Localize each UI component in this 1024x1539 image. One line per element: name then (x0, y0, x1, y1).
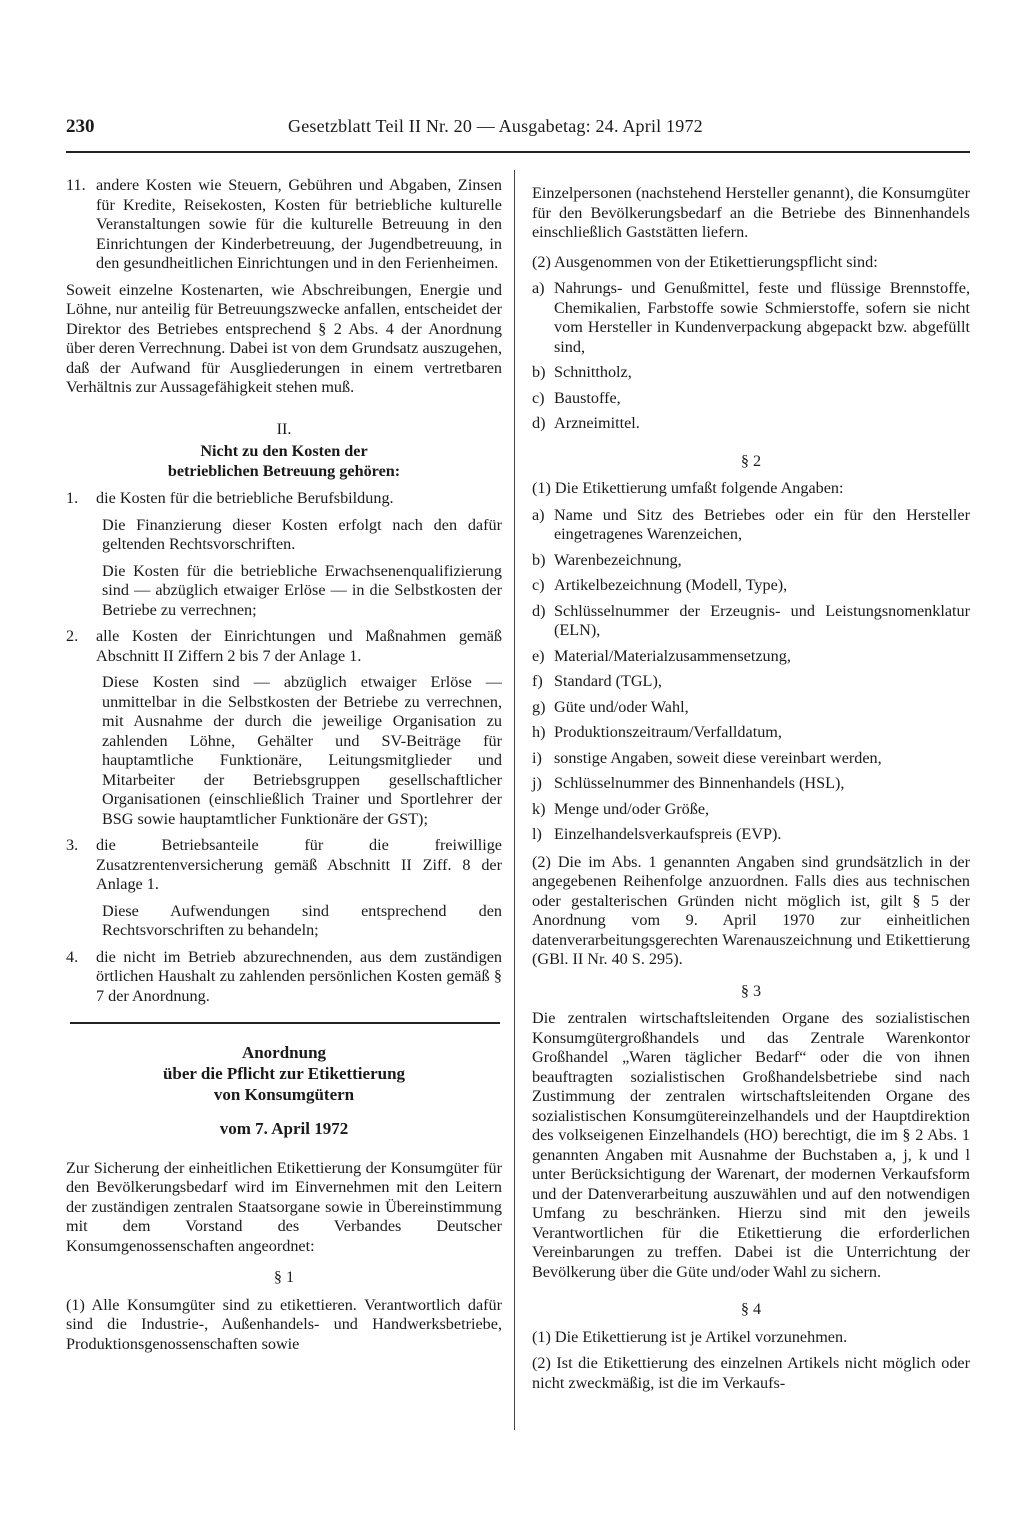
list-item (532, 774, 970, 794)
paragraph: (2) Ausgenommen von der Etikettierungspflicht sind: (532, 252, 878, 271)
item-text: Warenbezeichnung, (554, 550, 682, 569)
item-text: Baustoffe, (554, 388, 621, 407)
list-item (66, 836, 502, 895)
list-item (66, 489, 502, 509)
item-letter: a) (532, 505, 545, 524)
paragraph-sign: § 4 (740, 1300, 762, 1318)
item-text: Nahrungs- und Genußmittel, feste und flüssige Brennstoffe, Chemikalien, Farbstoffe sowie Schmierstoffe, sofern sie nicht vom Hersteller in Kundenverpackung abgepackt bzw. abgefüllt sind, (554, 279, 970, 356)
item-text: andere Kosten wie Steuern, Gebühren und Abgaben, Zinsen für Kredite, Reisekosten, Kosten für betriebliche kulturelle Veranstaltungen sowie für die kulturelle Betreuung in den Einrichtungen der Kinderbetreuung, der Jugendbetreuung, in den gesundheitlichen Einrichtungen und in den Ferienheimen. (96, 176, 502, 272)
list-item (66, 627, 502, 666)
list-item (532, 672, 970, 692)
item-number: 1. (66, 489, 79, 507)
list-item (532, 363, 970, 383)
list-item (532, 506, 970, 545)
document-title: Anordnung (241, 1043, 327, 1062)
left-column (66, 176, 502, 1361)
list-item (532, 800, 970, 820)
item-number: 4. (66, 947, 79, 966)
item-letter: l) (532, 825, 542, 843)
list-item (532, 279, 970, 357)
list-item (66, 948, 502, 1007)
paragraph: Einzelpersonen (nachstehend Hersteller genannt), die Konsumgüter für den Bevölkerungsbedarf an die Betriebe des Binnenhandels einschließlich Gaststätten liefern. (532, 184, 970, 241)
list-item (532, 389, 970, 409)
paragraph: Diese Aufwendungen sind entsprechend den Rechtsvorschriften zu behandeln; (102, 901, 502, 939)
paragraph: (2) Ist die Etikettierung des einzelnen Artikels nicht möglich oder nicht zweckmäßig, ist die im Verkaufs- (532, 1354, 970, 1392)
document-date: vom 7. April 1972 (219, 1119, 349, 1138)
item-text: Einzelhandelsverkaufspreis (EVP). (554, 825, 782, 843)
paragraph-sign: § 3 (740, 981, 762, 1000)
item-text: Standard (TGL), (554, 672, 662, 690)
paragraph: Die Finanzierung dieser Kosten erfolgt nach den dafür geltenden Rechtsvorschriften. (102, 515, 502, 553)
list-item (532, 723, 970, 743)
item-text: Menge und/oder Größe, (554, 799, 710, 818)
list-item (532, 551, 970, 571)
item-number: 2. (66, 627, 79, 645)
item-text: sonstige Angaben, soweit diese vereinbart werden, (554, 748, 882, 767)
list-item (532, 576, 970, 596)
item-text: Schlüsselnummer der Erzeugnis- und Leistungsnomenklatur (ELN), (554, 601, 970, 639)
item-text: Material/Materialzusammensetzung, (554, 646, 791, 665)
list-item (532, 414, 970, 434)
preamble: Zur Sicherung der einheitlichen Etikettierung der Konsumgüter für den Bevölkerungsbedarf wird im Einvernehmen mit den Leitern der zuständigen zentralen Staatsorgane sowie in Übereinstimmung mit dem Vorstand des Verbandes Deutscher Konsumgenossenschaften angeordnet: (66, 1158, 502, 1255)
item-letter: b) (532, 550, 546, 569)
document-title: über die Pflicht zur Etikettierung (162, 1064, 406, 1083)
running-head: Gesetzblatt Teil II Nr. 20 — Ausgabetag: 24. April 1972 (288, 116, 703, 136)
item-letter: i) (532, 748, 542, 767)
list-item (532, 698, 970, 718)
item-text: die Kosten für die betriebliche Berufsbildung. (96, 489, 394, 507)
section-heading: Nicht zu den Kosten der (200, 442, 368, 460)
item-text: Schlüsselnummer des Binnenhandels (HSL), (554, 774, 845, 792)
item-subtext-block (102, 902, 502, 941)
item-letter: j) (532, 774, 542, 792)
section-heading: betrieblichen Betreuung gehören: (167, 461, 401, 480)
paragraph: (2) Die im Abs. 1 genannten Angaben sind grundsätzlich in der angegebenen Reihenfolge anzuordnen. Falls dies aus technischen oder gestalterischen Gründen nicht möglich ist, gilt § 5 der Anordnung vom 9. April 1970 zur einheitlichen datenverarbeitungsgerechten Warenauszeichnung und Etikettierung (GBl. II Nr. 40 S. 295). (532, 852, 970, 968)
item-text: Schnittholz, (554, 363, 632, 381)
item-text: die nicht im Betrieb abzurechnenden, aus dem zuständigen örtlichen Haushalt zu zahlenden persönlichen Kosten gemäß § 7 der Anordnung. (96, 947, 502, 1005)
item-number: 11. (66, 176, 86, 194)
item-letter: c) (532, 576, 545, 594)
list-item (532, 647, 970, 667)
page-header (66, 116, 970, 148)
list-item (532, 749, 970, 769)
paragraph: (1) Die Etikettierung umfaßt folgende Angaben: (532, 479, 844, 497)
item-letter: a) (532, 279, 545, 297)
document-title: von Konsumgütern (213, 1085, 355, 1104)
item-letter: f) (532, 672, 543, 690)
item-letter: e) (532, 646, 545, 665)
page-number: 230 (66, 116, 95, 137)
paragraph-sign: § 2 (740, 451, 762, 470)
item-letter: g) (532, 697, 546, 716)
list-item (66, 176, 502, 274)
list-item (532, 602, 970, 641)
paragraph: (1) Die Etikettierung ist je Artikel vorzunehmen. (532, 1327, 848, 1346)
item-text: Produktionszeitraum/Verfalldatum, (554, 723, 782, 741)
item-text: Güte und/oder Wahl, (554, 697, 689, 716)
item-letter: b) (532, 363, 546, 381)
item-number: 3. (66, 836, 79, 854)
header-rule (66, 151, 970, 153)
item-subtext-block (102, 673, 502, 829)
item-text: Name und Sitz des Betriebes oder ein für den Hersteller eingetragenes Warenzeichen, (554, 505, 970, 543)
item-text: die Betriebsanteile für die freiwillige Zusatzrentenversicherung gemäß Abschnitt II Ziff. 8 der Anlage 1. (96, 836, 502, 893)
paragraph: Die zentralen wirtschaftsleitenden Organe des sozialistischen Konsumgütergroßhandels und das Zentrale Warenkontor Großhandel „Waren täglicher Bedarf“ oder die von ihnen beauftragten sozialistischen Großhandelsbetriebe sind nach Zustimmung der zentralen wirtschaftsleitenden Organe des sozialistischen Konsumgütereinzelhandels und der Hauptdirektion des volkseigenen Einzelhandels (HO) berechtigt, die im § 2 Abs. 1 genannten Angaben mit Ausnahme der Buchstaben a, j, k und l unter Berücksichtigung der Warenart, der modernen Verkaufsform und der Datenverarbeitung auszuwählen und auf den notwendigen Umfang zu beschränken. Hierzu sind mit den jeweils Verantwortlichen für die Etikettierung die erforderlichen Vereinbarungen zu treffen. Dabei ist die Unterrichtung der Bevölkerung über die Güte und/oder Wahl zu sichern. (532, 1009, 970, 1281)
item-letter: h) (532, 723, 546, 741)
section-number: II. (276, 419, 292, 438)
section-separator (70, 1022, 500, 1024)
item-letter: d) (532, 414, 546, 432)
item-text: Arzneimittel. (554, 414, 640, 432)
item-subtext-block (102, 516, 502, 621)
item-letter: d) (532, 601, 546, 620)
paragraph: Diese Kosten sind — abzüglich etwaiger Erlöse — unmittelbar in die Selbstkosten der Betriebe zu verrechnen, mit Ausnahme der durch die jeweilige Organisation zu zahlenden Löhne, Gehälter und SV-Beiträge für hauptamtliche Funktionäre, Leitungsmitglieder und Mitarbeiter der Betriebsgruppen gesellschaftlicher Organisationen (einschließlich Trainer und Sportlehrer der BSG sowie hauptamtlicher Funktionäre der GST); (102, 673, 502, 828)
column-divider (514, 170, 515, 1430)
paragraph: Die Kosten für die betriebliche Erwachsenenqualifizierung sind — abzüglich etwaiger Erlöse — in die Selbstkosten der Betriebe zu verrechnen; (102, 561, 502, 619)
paragraph: (1) Alle Konsumgüter sind zu etikettieren. Verantwortlich dafür sind die Industrie-, Außenhandels- und Handwerksbetriebe, Produktionsgenossenschaften sowie (66, 1295, 502, 1353)
right-column (532, 184, 970, 1400)
item-letter: c) (532, 388, 545, 407)
paragraph-sign: § 1 (273, 1268, 295, 1286)
list-item (532, 825, 970, 845)
paragraph: Soweit einzelne Kostenarten, wie Abschreibungen, Energie und Löhne, nur anteilig für Betreuungszwecke anfallen, entscheidet der Direktor des Betriebes entsprechend § 2 Abs. 4 der Anordnung über deren Verrechnung. Dabei ist von dem Grundsatz auszugehen, daß der Aufwand für Ausgliederungen in einem vertretbaren Verhältnis zur Aussagefähigkeit stehen muß. (66, 280, 502, 396)
item-text: alle Kosten der Einrichtungen und Maßnahmen gemäß Abschnitt II Ziffern 2 bis 7 der Anlage 1. (96, 627, 502, 665)
item-text: Artikelbezeichnung (Modell, Type), (554, 576, 788, 594)
item-letter: k) (532, 799, 546, 818)
